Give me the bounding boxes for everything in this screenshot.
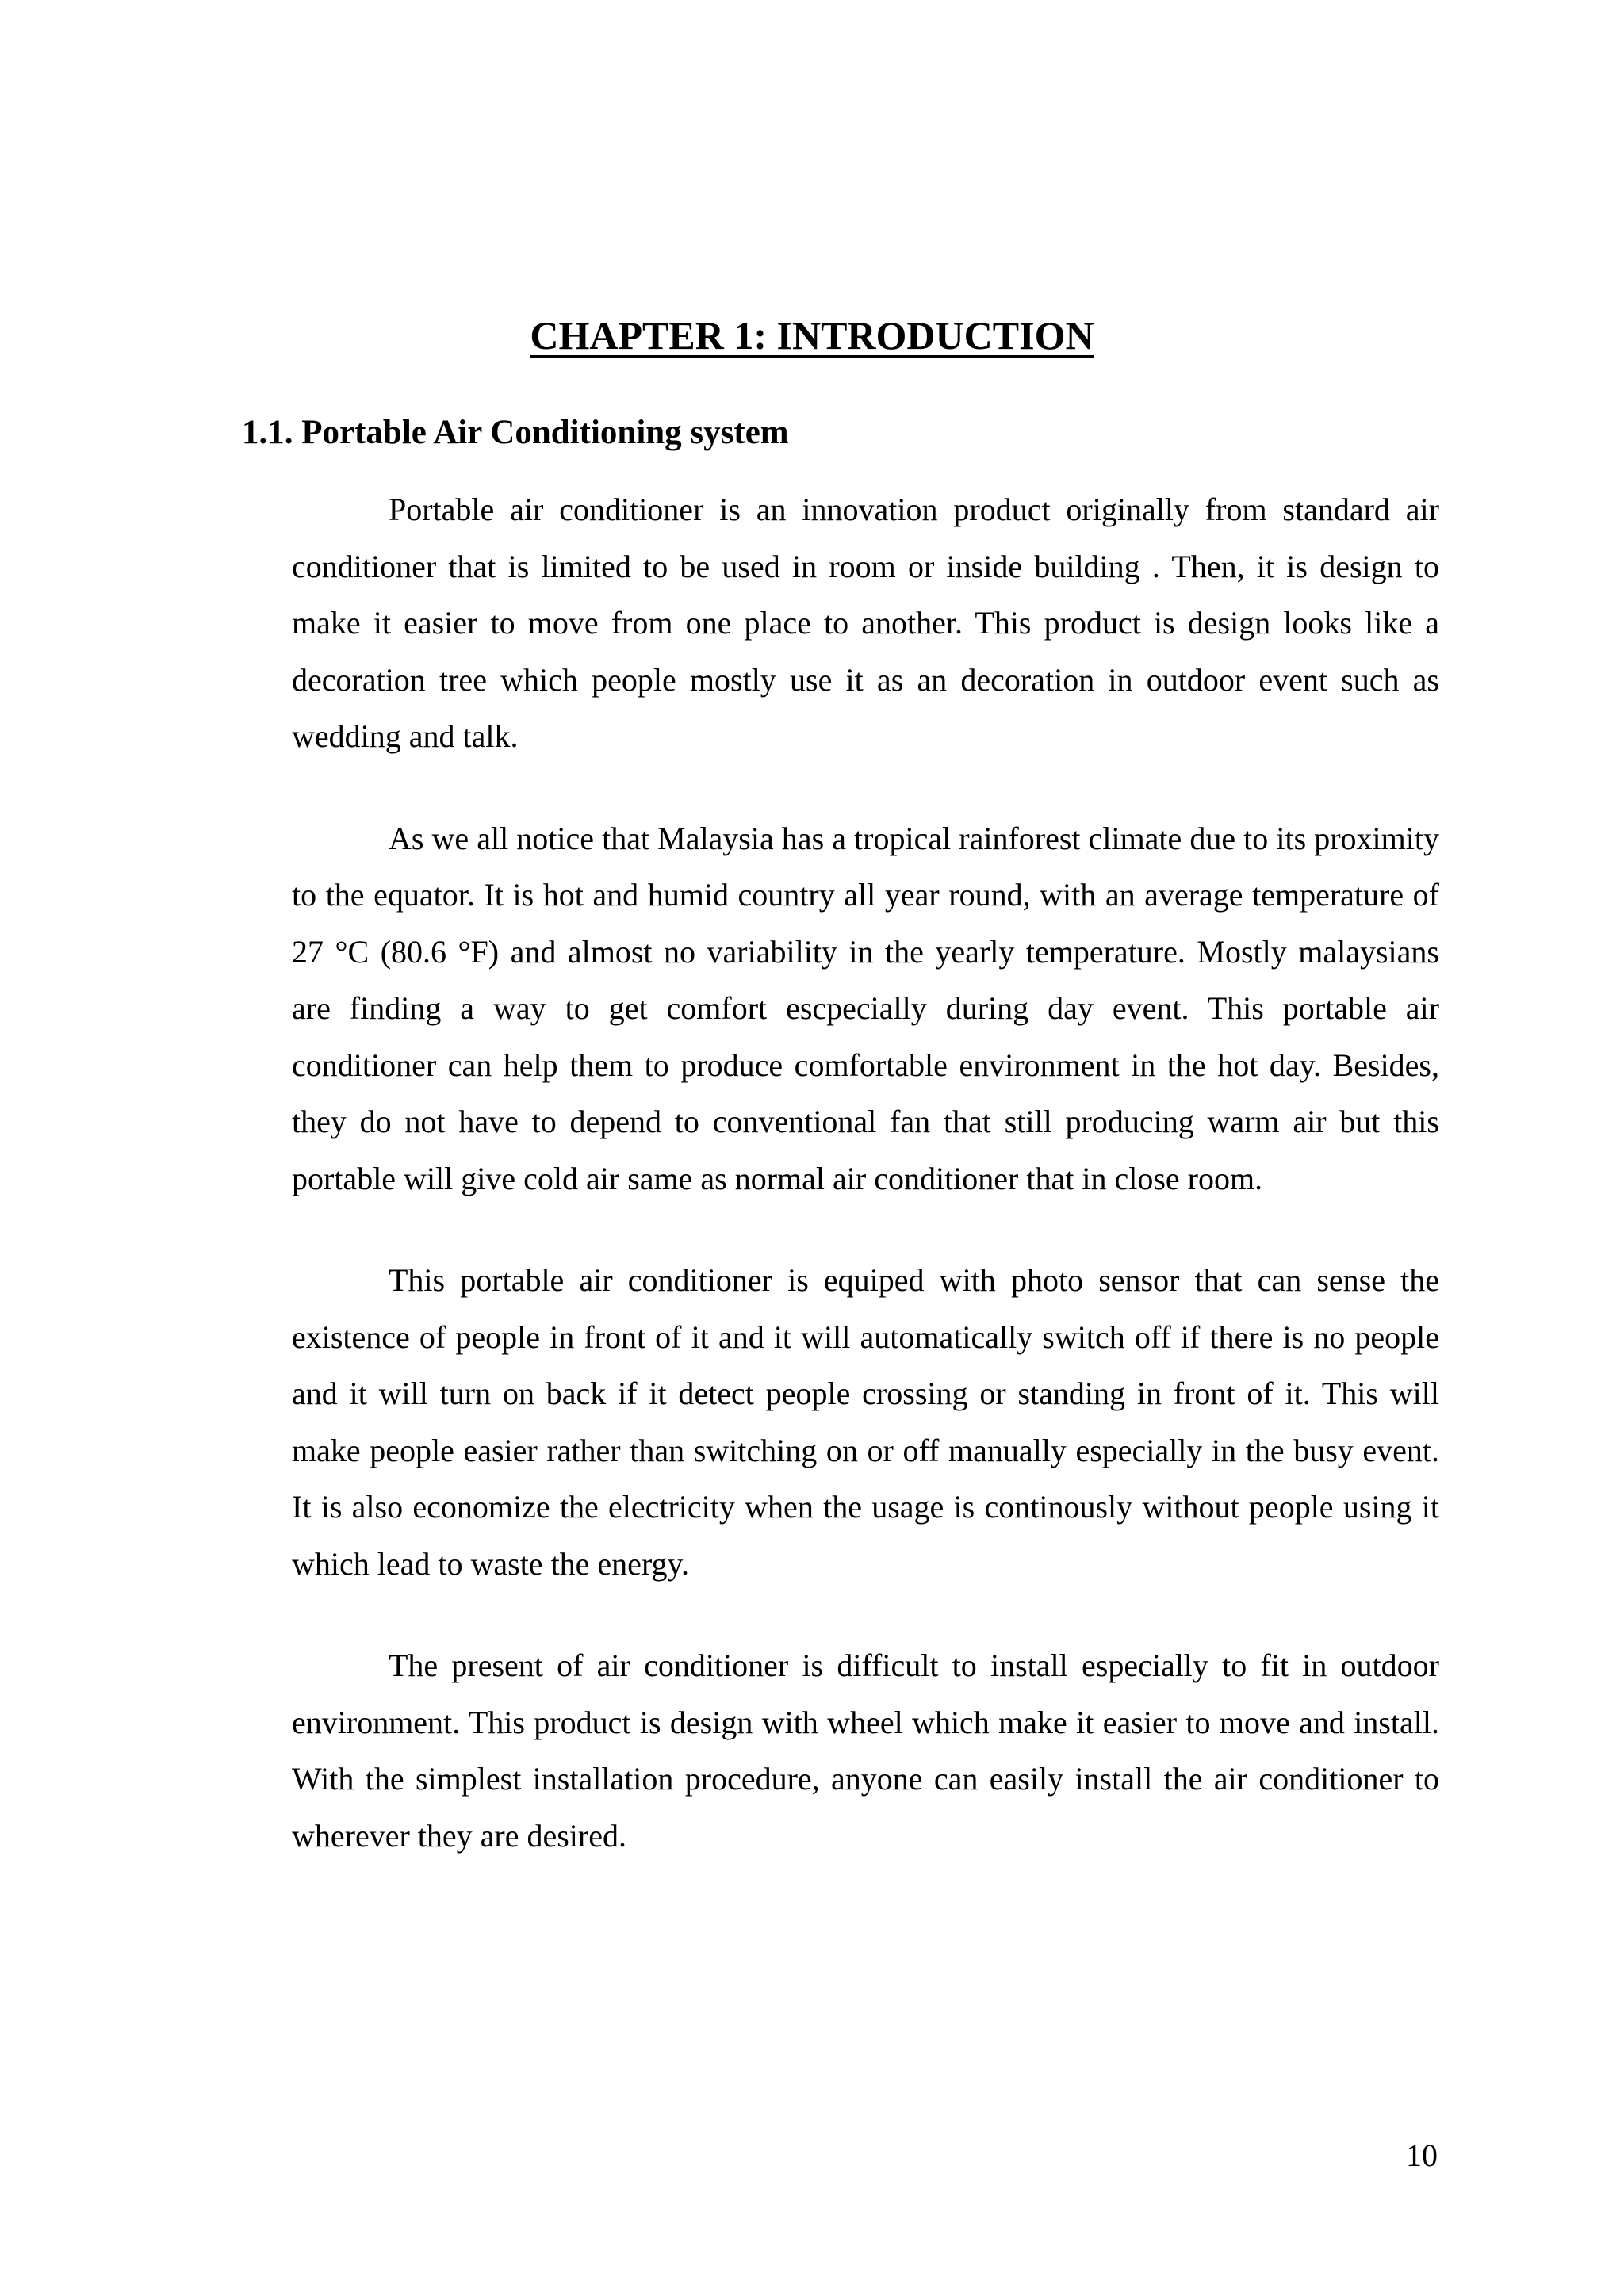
- paragraph-climate: As we all notice that Malaysia has a tropical rainforest climate due to its proximity to the equator. It is hot and humid country all year round, with an average temperature of 27 °C (80.6 °F) and almost no variability in the yearly temperature. Mostly malaysians are finding a way to get comfort escpecially during day event. This portable air conditioner can help them to produce comfortable environment in the hot day. Besides, they do not have to depend to conventional fan that still producing warm air but this portable will give cold air same as normal air conditioner that in close room.: [292, 820, 1439, 1196]
- paragraph-intro: Portable air conditioner is an innovation product originally from standard air conditioner that is limited to be used in room or inside building . Then, it is design to make it easier to move from one place to another. This product is design looks like a decoration tree which people mostly use it as an decoration in outdoor event such as wedding and talk.: [292, 492, 1439, 754]
- paragraph-photo-sensor: This portable air conditioner is equiped with photo sensor that can sense the existence of people in front of it and it will automatically switch off if there is no people and it will turn on back if it detect people crossing or standing in front of it. This will make people easier rather than switching on or off manually especially in the busy event. It is also economize the electricity when the usage is continously without people using it which lead to waste the energy.: [292, 1262, 1439, 1582]
- chapter-title: CHAPTER 1: INTRODUCTION: [530, 313, 1094, 358]
- section-heading: 1.1. Portable Air Conditioning system: [242, 414, 789, 451]
- page-number: 10: [1406, 2137, 1438, 2173]
- body-text: [292, 481, 1439, 1909]
- paragraph-installation: The present of air conditioner is difficult to install especially to fit in outdoor environment. This product is design with wheel which make it easier to move and install. With the simplest installation procedure, anyone can easily install the air conditioner to wherever they are desired.: [292, 1647, 1439, 1854]
